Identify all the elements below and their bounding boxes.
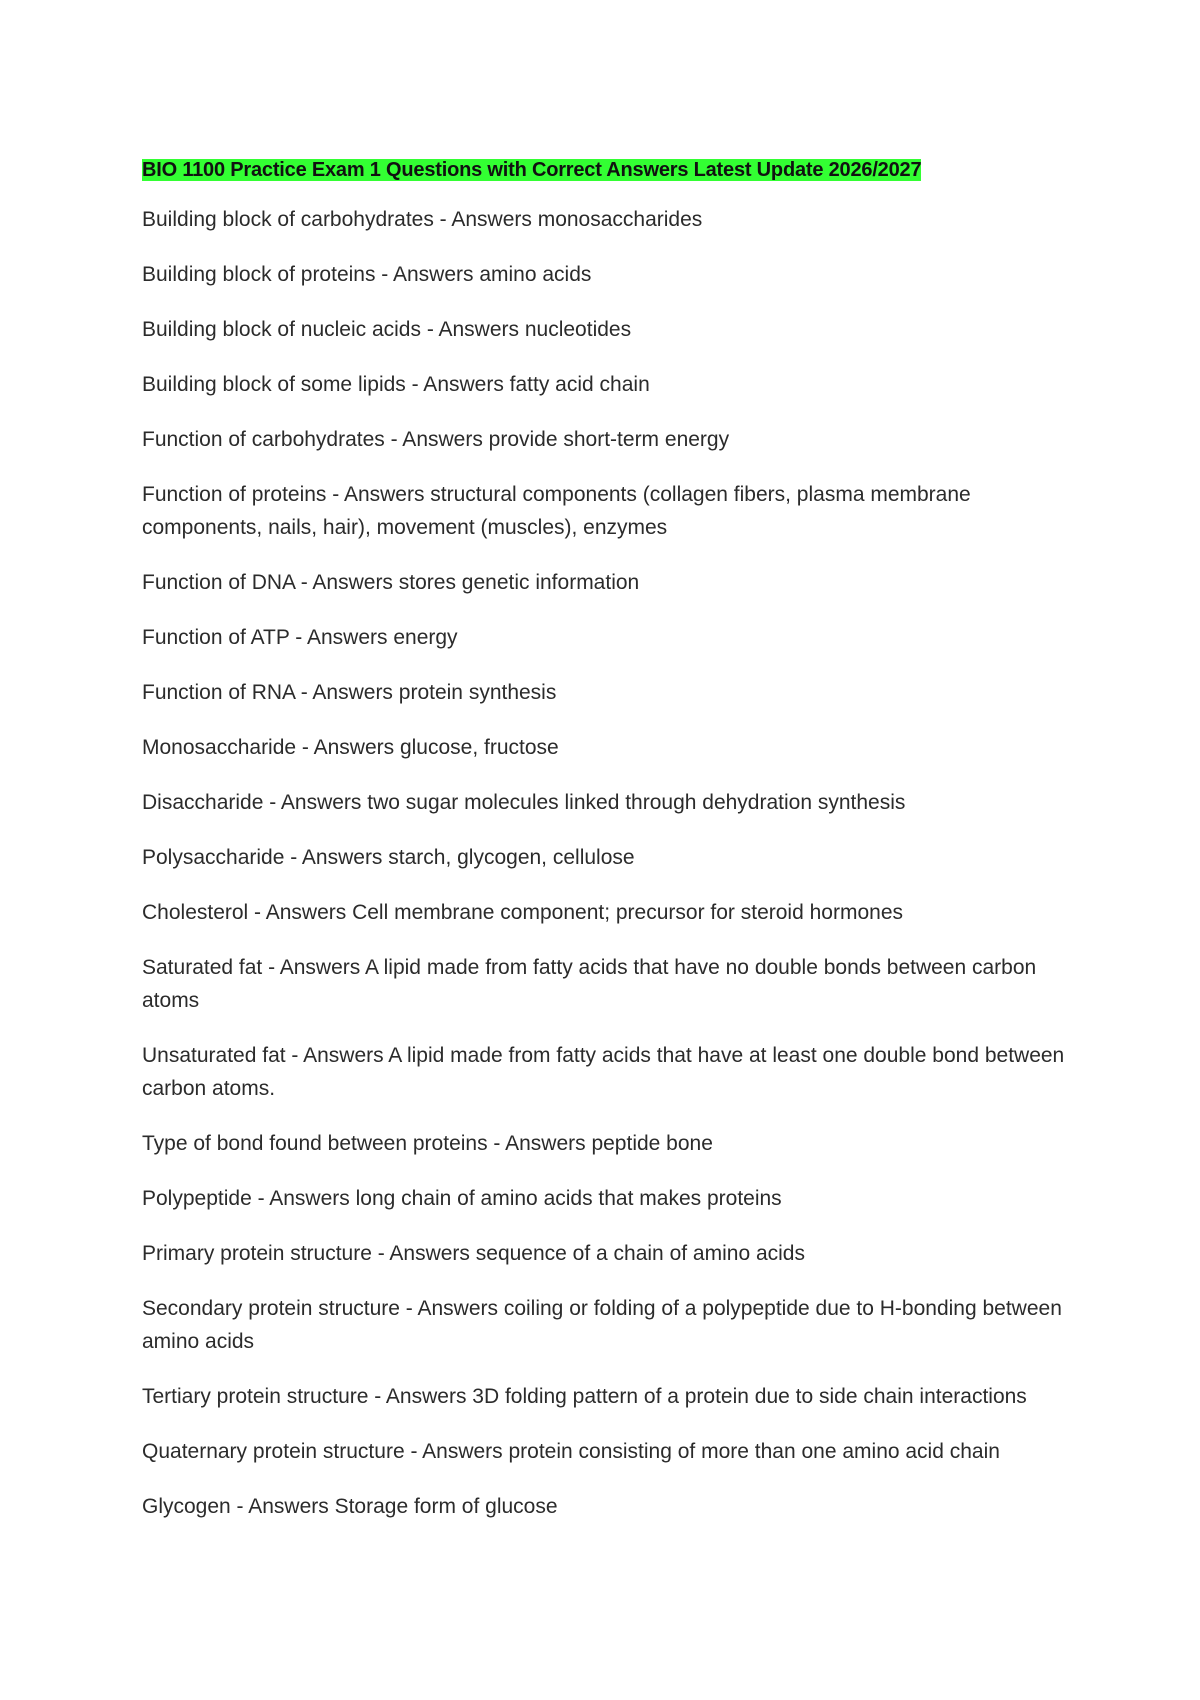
qa-item: Secondary protein structure - Answers coiling or folding of a polypeptide due to H-bonding between amino acids	[142, 1297, 1062, 1353]
qa-item: Glycogen - Answers Storage form of glucose	[142, 1495, 558, 1518]
qa-item: Monosaccharide - Answers glucose, fructose	[142, 736, 559, 759]
qa-item: Primary protein structure - Answers sequence of a chain of amino acids	[142, 1242, 805, 1265]
qa-item: Function of proteins - Answers structural components (collagen fibers, plasma membrane components, nails, hair), movement (muscles), enzymes	[142, 483, 971, 539]
qa-item: Tertiary protein structure - Answers 3D folding pattern of a protein due to side chain interactions	[142, 1385, 1027, 1408]
qa-item: Cholesterol - Answers Cell membrane component; precursor for steroid hormones	[142, 901, 903, 924]
qa-item: Quaternary protein structure - Answers protein consisting of more than one amino acid chain	[142, 1440, 1000, 1463]
title-line	[142, 155, 1082, 187]
document-title: BIO 1100 Practice Exam 1 Questions with Correct Answers Latest Update 2026/2027	[142, 159, 922, 181]
qa-item: Building block of carbohydrates - Answers monosaccharides	[142, 208, 703, 231]
qa-item: Disaccharide - Answers two sugar molecules linked through dehydration synthesis	[142, 791, 906, 814]
qa-item: Saturated fat - Answers A lipid made from fatty acids that have no double bonds between carbon atoms	[142, 956, 1037, 1012]
qa-item: Building block of nucleic acids - Answers nucleotides	[142, 318, 632, 341]
qa-item: Polysaccharide - Answers starch, glycogen, cellulose	[142, 846, 635, 869]
qa-item: Function of carbohydrates - Answers provide short-term energy	[142, 428, 730, 451]
qa-item: Polypeptide - Answers long chain of amino acids that makes proteins	[142, 1187, 782, 1210]
qa-item: Building block of some lipids - Answers fatty acid chain	[142, 373, 650, 396]
qa-item: Function of DNA - Answers stores genetic information	[142, 571, 640, 594]
qa-item: Building block of proteins - Answers amino acids	[142, 263, 592, 286]
qa-item: Function of ATP - Answers energy	[142, 626, 458, 649]
document-content	[142, 155, 1082, 1545]
qa-item: Function of RNA - Answers protein synthesis	[142, 681, 557, 704]
qa-item: Type of bond found between proteins - Answers peptide bone	[142, 1132, 713, 1155]
qa-item: Unsaturated fat - Answers A lipid made from fatty acids that have at least one double bond between carbon atoms.	[142, 1044, 1065, 1100]
